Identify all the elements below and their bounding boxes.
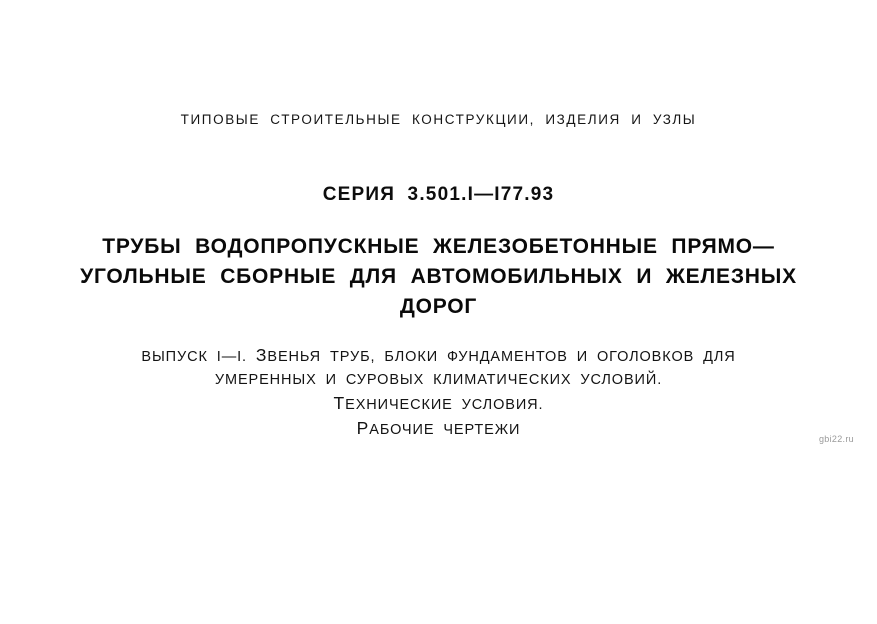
issue-line-1-text: ВЕНЬЯ ТРУБ, БЛОКИ ФУНДАМЕНТОВ И ОГОЛОВКОВ ДЛЯ: [267, 349, 736, 365]
issue-line-1: [0, 344, 877, 369]
issue-description: [0, 344, 877, 442]
issue-line-3: [0, 392, 877, 417]
issue-line-3-text: ЕХНИЧЕСКИЕ УСЛОВИЯ.: [345, 397, 544, 413]
title-line-3: ДОРОГ: [399, 295, 478, 318]
issue-line-4-text: АБОЧИЕ ЧЕРТЕЖИ: [369, 422, 521, 438]
document-header-line: ТИПОВЫЕ СТРОИТЕЛЬНЫЕ КОНСТРУКЦИИ, ИЗДЕЛИЯ И УЗЛЫ: [180, 112, 697, 127]
title-line-2: УГОЛЬНЫЕ СБОРНЫЕ ДЛЯ АВТОМОБИЛЬНЫХ И ЖЕЛЕЗНЫХ: [80, 265, 797, 288]
document-title: [0, 232, 877, 322]
issue-line-3-capital: Т: [333, 393, 346, 413]
series-number: СЕРИЯ 3.501.I—I77.93: [322, 184, 555, 205]
title-line-1: ТРУБЫ ВОДОПРОПУСКНЫЕ ЖЕЛЕЗОБЕТОННЫЕ ПРЯМО—: [102, 235, 775, 258]
issue-line-4: [0, 417, 877, 442]
issue-line-2: УМЕРЕННЫХ И СУРОВЫХ КЛИМАТИЧЕСКИХ УСЛОВИЙ.: [214, 372, 663, 388]
issue-line-4-capital: Р: [356, 418, 370, 438]
issue-line-1-capital: З: [255, 345, 268, 365]
issue-number-label: ВЫПУСК I—I.: [141, 349, 256, 365]
watermark: gbi22.ru: [819, 434, 854, 444]
